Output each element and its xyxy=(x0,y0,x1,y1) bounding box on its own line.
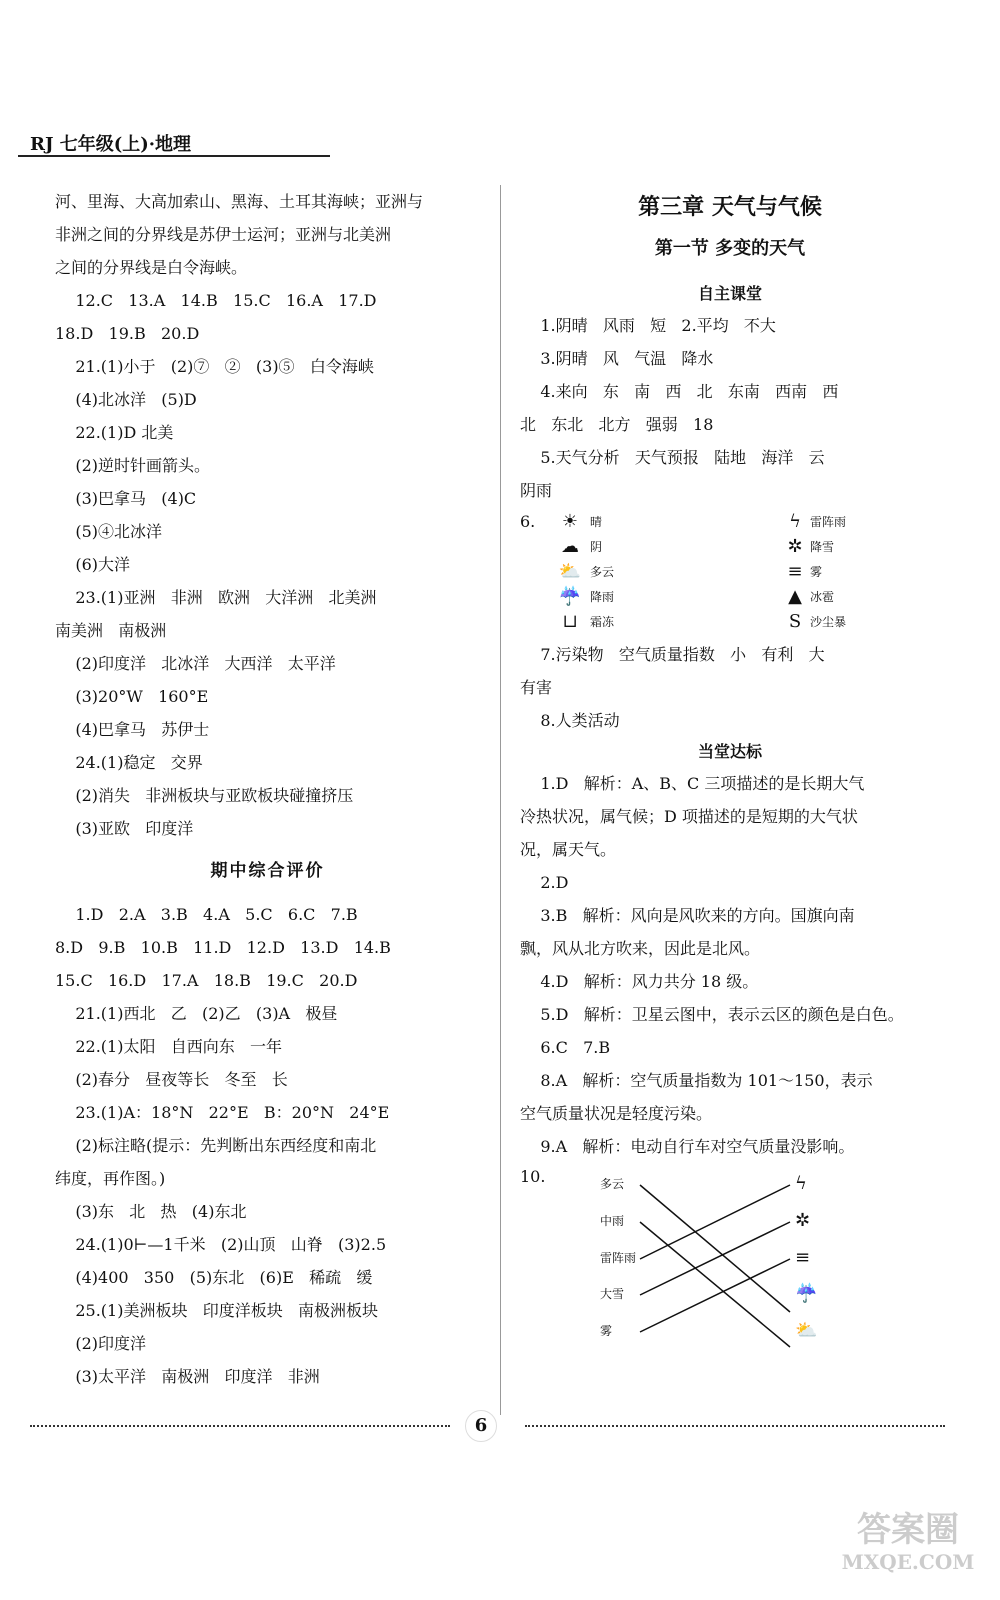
matching-diagram xyxy=(520,1167,940,1357)
column-divider xyxy=(500,185,501,1415)
answer-line: 5.天气分析 天气预报 陆地 海洋 云 xyxy=(520,448,825,467)
match-weather-label: 中雨 xyxy=(600,1214,625,1228)
answer-line: 非洲之间的分界线是苏伊士运河；亚洲与北美洲 xyxy=(55,225,392,244)
weather-symbol-label: 冰雹 xyxy=(810,590,835,604)
weather-symbols-grid xyxy=(550,511,910,632)
answer-line: (2)逆时针画箭头。 xyxy=(55,456,211,475)
answer-line: (5)④北冰洋 xyxy=(55,522,163,541)
matching-lines xyxy=(600,1167,900,1357)
weather-symbol-icon: ☔ xyxy=(558,586,582,607)
match-weather-icon: ≡ xyxy=(795,1247,811,1268)
answer-line: (3)巴拿马 (4)C xyxy=(55,489,197,508)
answer-line: 23.(1)亚洲 非洲 欧洲 大洋洲 北美洲 xyxy=(55,588,377,607)
weather-symbol-label: 霜冻 xyxy=(590,615,615,629)
answer-line: 22.(1)太阳 自西向东 一年 xyxy=(55,1037,282,1056)
weather-symbol-icon: ≡ xyxy=(787,561,803,582)
answer-line: 1.阴晴 风雨 短 2.平均 不大 xyxy=(520,316,776,335)
answer-line: 8.D 9.B 10.B 11.D 12.D 13.D 14.B xyxy=(55,938,391,957)
answer-line: 空气质量状况是轻度污染。 xyxy=(520,1104,713,1123)
answer-line: 21.(1)小于 (2)⑦ ② (3)⑤ 白令海峡 xyxy=(55,357,374,376)
answer-line: (4)巴拿马 苏伊士 xyxy=(55,720,210,739)
answer-line: 1.D 解析：A、B、C 三项描述的是长期大气 xyxy=(520,774,865,793)
watermark-domain: MXQE.COM xyxy=(841,1550,975,1574)
answer-line: (3)东 北 热 (4)东北 xyxy=(55,1202,247,1221)
answer-line: 南美洲 南极洲 xyxy=(55,621,167,640)
answer-line: 21.(1)西北 乙 (2)乙 (3)A 极昼 xyxy=(55,1004,338,1023)
answer-line: 飘，风从北方吹来，因此是北风。 xyxy=(520,939,761,958)
weather-symbol-icon: ✲ xyxy=(787,536,803,557)
section-title: 第一节 多变的天气 xyxy=(654,238,806,259)
page-footer xyxy=(0,1410,1000,1440)
weather-symbol-icon: ☁ xyxy=(561,536,579,557)
answer-line: 22.(1)D 北美 xyxy=(55,423,174,442)
answer-line: (2)消失 非洲板块与亚欧板块碰撞挤压 xyxy=(55,786,354,805)
answer-line: (4)400 350 (5)东北 (6)E 稀疏 缓 xyxy=(55,1268,373,1287)
answer-line: 4.来向 东 南 西 北 东南 西南 西 xyxy=(520,382,839,401)
weather-symbol-icon: ⛅ xyxy=(558,561,582,582)
page-number: 6 xyxy=(465,1410,497,1442)
answer-line: 之间的分界线是白令海峡。 xyxy=(55,258,248,277)
answer-line: 3.B 解析：风向是风吹来的方向。国旗向南 xyxy=(520,906,855,925)
weather-symbol-label: 雾 xyxy=(810,565,823,579)
answer-line: 2.D xyxy=(520,873,569,892)
subsection-title-self-study: 自主课堂 xyxy=(697,284,762,303)
watermark-logo xyxy=(828,1510,988,1574)
weather-symbol-icon: ☀ xyxy=(561,511,579,532)
answer-line: 北 东北 北方 强弱 18 xyxy=(520,415,714,434)
match-weather-icon: ⛅ xyxy=(795,1320,818,1341)
answer-line: 4.D 解析：风力共分 18 级。 xyxy=(520,972,759,991)
answer-line: 有害 xyxy=(520,678,553,697)
answer-line: 8.人类活动 xyxy=(520,711,620,730)
answer-line: 25.(1)美洲板块 印度洋板块 南极洲板块 xyxy=(55,1301,378,1320)
footer-dots-right xyxy=(525,1425,945,1427)
answer-line: 9.A 解析：电动自行车对空气质量没影响。 xyxy=(520,1137,855,1156)
footer-dots-left xyxy=(30,1425,450,1427)
match-weather-label: 雷阵雨 xyxy=(600,1251,637,1265)
answer-line: 12.C 13.A 14.B 15.C 16.A 17.D xyxy=(55,291,377,310)
answer-line: (2)春分 昼夜等长 冬至 长 xyxy=(55,1070,288,1089)
answer-line: 15.C 16.D 17.A 18.B 19.C 20.D xyxy=(55,971,358,990)
answer-line: (4)北冰洋 (5)D xyxy=(55,390,197,409)
match-weather-icon: ϟ xyxy=(795,1173,807,1194)
answer-line: 8.A 解析：空气质量指数为 101～150，表示 xyxy=(520,1071,873,1090)
weather-symbol-icon: S xyxy=(788,611,802,632)
match-weather-icon: ✲ xyxy=(795,1210,811,1231)
weather-symbol-label: 降雪 xyxy=(810,540,835,554)
weather-symbol-label: 沙尘暴 xyxy=(810,615,847,629)
weather-symbol-icon: ⊔ xyxy=(562,611,578,632)
answer-line: (6)大洋 xyxy=(55,555,131,574)
answer-line: (2)标注略(提示：先判断出东西经度和南北 xyxy=(55,1136,377,1155)
answer-line: 阴雨 xyxy=(520,481,553,500)
subsection-title-class-check: 当堂达标 xyxy=(697,742,762,761)
match-weather-label: 大雪 xyxy=(600,1287,625,1301)
weather-symbol-label: 晴 xyxy=(590,515,603,529)
answer-line: 23.(1)A：18°N 22°E B：20°N 24°E xyxy=(55,1103,390,1122)
answer-line: 5.D 解析：卫星云图中，表示云区的颜色是白色。 xyxy=(520,1005,904,1024)
answer-line: (3)20°W 160°E xyxy=(55,687,209,706)
match-weather-label: 雾 xyxy=(600,1324,613,1338)
header-rule xyxy=(18,155,330,157)
weather-symbol-icon: ϟ xyxy=(789,511,801,532)
watermark-text: 答案圈 xyxy=(857,1510,959,1550)
answer-line: 24.(1)稳定 交界 xyxy=(55,753,203,772)
symbols-block xyxy=(520,507,940,638)
answer-line: 18.D 19.B 20.D xyxy=(55,324,200,343)
weather-symbol-icon: ▲ xyxy=(788,586,802,607)
weather-symbol-label: 降雨 xyxy=(590,590,615,604)
answer-line: 纬度，再作图。) xyxy=(55,1169,166,1188)
right-column xyxy=(520,185,940,1357)
weather-symbol-label: 雷阵雨 xyxy=(810,515,847,529)
answer-line: (2)印度洋 北冰洋 大西洋 太平洋 xyxy=(55,654,336,673)
left-column xyxy=(55,185,480,1393)
running-header: RJ 七年级(上)·地理 xyxy=(30,134,192,155)
weather-symbol-label: 多云 xyxy=(590,565,615,579)
answer-line: 6.C 7.B xyxy=(520,1038,611,1057)
section-title-midterm: 期中综合评价 xyxy=(210,861,325,881)
answer-line: 3.阴晴 风 气温 降水 xyxy=(520,349,714,368)
answer-line: 河、里海、大高加索山、黑海、土耳其海峡；亚洲与 xyxy=(55,192,424,211)
answer-line: (2)印度洋 xyxy=(55,1334,147,1353)
answer-line: 1.D 2.A 3.B 4.A 5.C 6.C 7.B xyxy=(55,905,358,924)
weather-symbol-label: 阴 xyxy=(590,540,603,554)
answer-line: 7.污染物 空气质量指数 小 有利 大 xyxy=(520,645,825,664)
answer-line: (3)亚欧 印度洋 xyxy=(55,819,194,838)
question-6-label: 6. xyxy=(520,512,536,531)
answer-line: 况，属天气。 xyxy=(520,840,617,859)
question-10-label: 10. xyxy=(520,1167,546,1186)
answer-line: 24.(1)0⊢—1千米 (2)山顶 山脊 (3)2.5 xyxy=(55,1235,387,1254)
answer-line: (3)太平洋 南极洲 印度洋 非洲 xyxy=(55,1367,320,1386)
match-weather-label: 多云 xyxy=(600,1177,625,1191)
chapter-title: 第三章 天气与气候 xyxy=(638,194,822,220)
match-weather-icon: ☔ xyxy=(795,1283,818,1304)
answer-line: 冷热状况，属气候；D 项描述的是短期的大气状 xyxy=(520,807,858,826)
